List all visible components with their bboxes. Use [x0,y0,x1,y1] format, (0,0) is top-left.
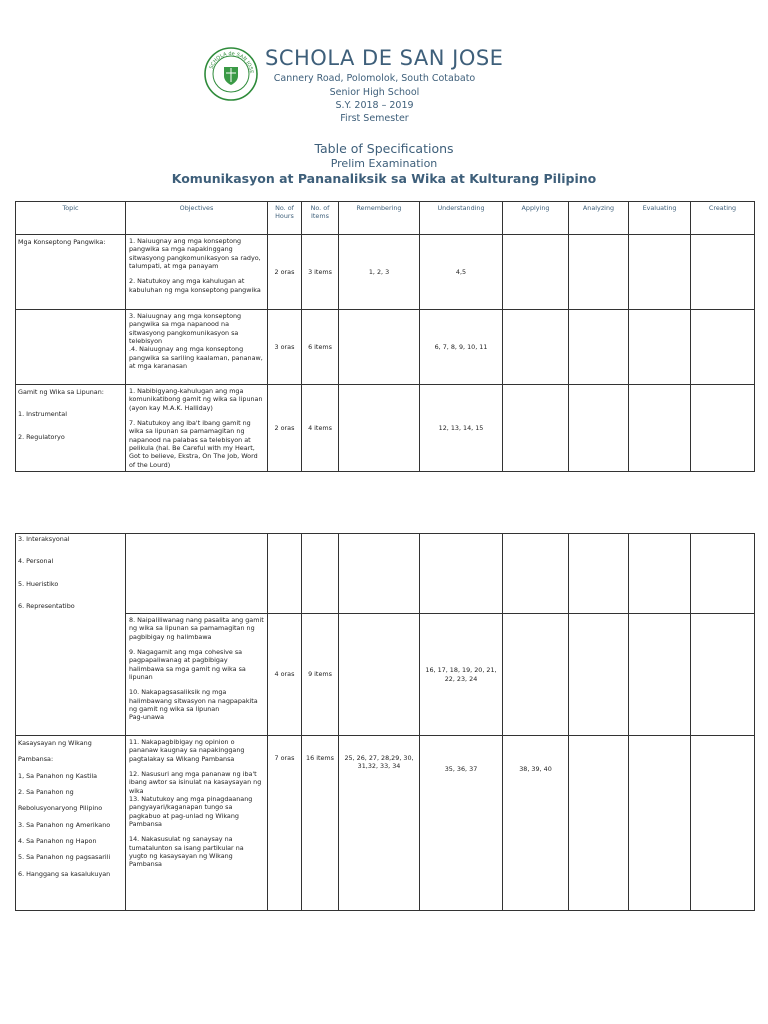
specifications-table-continued [15,533,755,911]
table-row [16,614,755,736]
items-cell: 6 items [302,310,339,385]
understanding-cell: 6, 7, 8, 9, 10, 11 [420,310,503,385]
table-row [16,736,755,911]
specifications-table [15,201,755,472]
topic-cell: 3. Interaksyonal 4. Personal 5. Hueristiko 6. Representatibo [16,534,126,736]
document-title: Table of Specifications [314,141,454,156]
subject-title: Komunikasyon at Pananaliksik sa Wika at Kulturang Pilipino [171,171,597,186]
department: Senior High School [329,87,420,98]
col-objectives: Objectives [126,202,268,235]
col-evaluating: Evaluating [629,202,691,235]
hours-cell: 3 oras [268,310,302,385]
table-row [16,534,755,614]
items-cell: 4 items [302,385,339,472]
exam-title: Prelim Examination [330,157,438,170]
objectives-cell: 3. Naiuugnay ang mga konseptong pangwika sa mga napanood na sitwasyong pangkomunikasyon sa telebisyon .4. Naiuugnay ang mga konseptong pangwika sa sariling kaalaman, pananaw, at mga karanasan [126,310,268,385]
topic-cell: Kasaysayan ng Wikang Pambansa: 1, Sa Panahon ng Kastila 2. Sa Panahon ng Rebolusyonaryong Pilipino 3. Sa Panahon ng Amerikano 4. Sa Panahon ng Hapon 5. Sa Panahon ng pagsasarili 6. Hanggang sa kasalukuyan [16,736,126,911]
table-row [16,235,755,310]
svg-text:SCHOLA de SAN JOSE: SCHOLA de SAN JOSE [208,50,255,74]
hours-cell: 4 oras [268,614,302,736]
col-remembering: Remembering [339,202,420,235]
items-cell: 9 items [302,614,339,736]
remembering-cell: 1, 2, 3 [339,235,420,310]
school-logo [204,47,258,101]
col-hours: No. of Hours [268,202,302,235]
hours-cell: 2 oras [268,385,302,472]
hours-cell: 7 oras [268,736,302,911]
hours-cell: 2 oras [268,235,302,310]
understanding-cell: 12, 13, 14, 15 [420,385,503,472]
semester: First Semester [340,113,409,124]
col-creating: Creating [691,202,755,235]
table-row [16,385,755,472]
col-topic: Topic [16,202,126,235]
topic-cell: Gamit ng Wika sa Lipunan: 1. Instrumental 2. Regulatoryo [16,385,126,472]
col-applying: Applying [503,202,569,235]
topic-cell: Mga Konseptong Pangwika: [16,235,126,310]
table-header-row [16,202,755,235]
understanding-cell: 35, 36, 37 [420,736,503,911]
items-cell: 16 items [302,736,339,911]
col-analyzing: Analyzing [569,202,629,235]
col-items: No. of Items [302,202,339,235]
understanding-cell: 4,5 [420,235,503,310]
school-year: S.Y. 2018 – 2019 [335,100,414,111]
objectives-cell: 1. Naiuugnay ang mga konseptong pangwika sa mga napakinggang sitwasyong pangkomunikasyon sa radyo, talumpati, at mga panayam 2. Natutukoy ang mga kahulugan at kabuluhan ng mga konseptong pangwika [126,235,268,310]
understanding-cell: 16, 17, 18, 19, 20, 21, 22, 23, 24 [420,614,503,736]
objectives-cell: 11. Nakapagbibigay ng opinion o pananaw kaugnay sa napakinggang pagtalakay sa Wikang Pambansa 12. Nasusuri ang mga pananaw ng iba't ibang awtor sa isinulat na kasaysayan ng wika 13. Natutukoy ang mga pinagdaanang pangyayari/kaganapan tungo sa pagkabuo at pag-unlad ng Wikang Pambansa 14. Nakasusulat ng sanaysay na tumatalunton sa isang partikular na yugto ng kasaysayan ng Wikang Pambansa [126,736,268,911]
col-understanding: Understanding [420,202,503,235]
objectives-cell: 1. Nabibigyang-kahulugan ang mga komunikatibong gamit ng wika sa lipunan (ayon kay M.A.K. Halliday) 7. Natutukoy ang iba't ibang gamit ng wika sa lipunan sa pamamagitan ng napanood na palabas sa telebisyon at pelikula (hal. Be Careful with my Heart, Got to believe, Ekstra, On The Job, Word of the Lourd) [126,385,268,472]
objectives-cell: 8. Naipaliliwanag nang pasalita ang gamit ng wika sa lipunan sa pamamagitan ng pagbibigay ng halimbawa 9. Nagagamit ang mga cohesive sa pagpapaliwanag at pagbibigay halimbawa sa mga gamit ng wika sa lipunan 10. Nakapagsasaliksik ng mga halimbawang sitwasyon na nagpapakita ng gamit ng wika sa lipunan Pag-unawa [126,614,268,736]
school-name: SCHOLA DE SAN JOSE [265,46,504,70]
table-row [16,310,755,385]
remembering-cell: 25, 26, 27, 28,29, 30, 31,32, 33, 34 [339,736,420,911]
items-cell: 3 items [302,235,339,310]
applying-cell: 38, 39, 40 [503,736,569,911]
school-address: Cannery Road, Polomolok, South Cotabato [273,73,476,84]
